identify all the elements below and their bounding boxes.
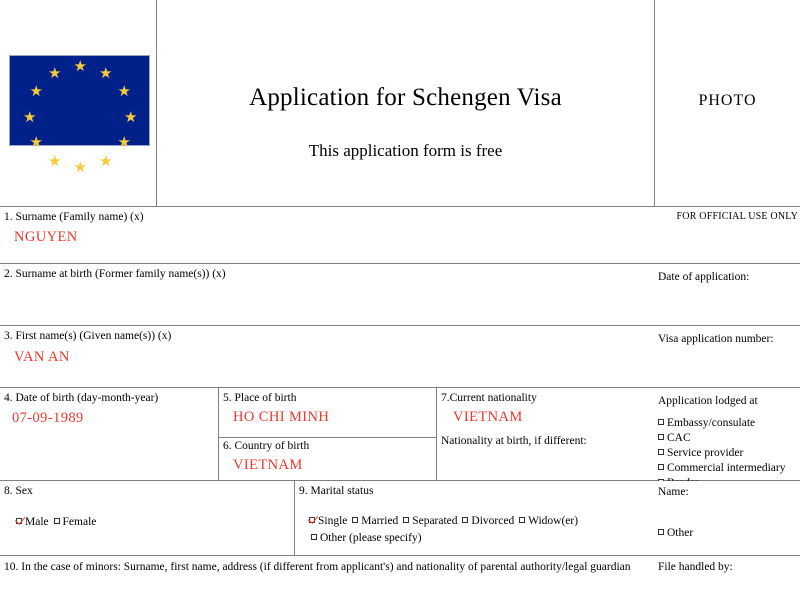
field-6-country-of-birth[interactable] — [219, 438, 437, 481]
option-married-label: Married — [361, 514, 399, 527]
field-8-label: 8. Sex — [4, 485, 33, 497]
official-visa-application-number-label: Visa application number: — [658, 333, 774, 345]
form-title-cell — [157, 0, 655, 207]
option-cac[interactable] — [655, 431, 800, 446]
option-service-provider-label: Service provider — [667, 447, 744, 460]
checkbox-male-icon[interactable] — [16, 518, 22, 524]
field-5-label: 5. Place of birth — [223, 392, 297, 404]
option-widow-label: Widow(er) — [528, 514, 579, 527]
field-8-sex[interactable] — [0, 481, 295, 556]
field-3-first-names[interactable] — [0, 326, 656, 388]
field-4-date-of-birth[interactable] — [0, 388, 219, 481]
field-6-label: 6. Country of birth — [223, 440, 310, 452]
option-other-marital[interactable] — [309, 532, 422, 544]
checkbox-single-icon[interactable] — [309, 517, 315, 523]
official-use-label: FOR OFFICIAL USE ONLY — [676, 211, 798, 222]
official-name-label: Name: — [658, 486, 689, 498]
page-subtitle: This application form is free — [308, 141, 503, 160]
official-date-of-application-label: Date of application: — [658, 271, 750, 283]
field-9-options-row-1[interactable] — [307, 513, 655, 530]
field-3-value: VAN AN — [14, 348, 70, 365]
field-2-value — [0, 282, 655, 286]
field-7-sublabel: Nationality at birth, if different: — [441, 435, 587, 448]
option-service-provider[interactable] — [655, 446, 800, 461]
field-4-label: 4. Date of birth (day-month-year) — [4, 392, 159, 404]
field-7-current-nationality[interactable] — [437, 388, 656, 481]
checkbox-divorced-icon[interactable] — [462, 517, 468, 523]
official-file-handled-by[interactable] — [655, 556, 800, 600]
checkbox-commercial-intermediary-icon[interactable] — [658, 464, 664, 470]
field-10-label: 10. In the case of minors: Surname, first name, address (if different from applicant's) and nationality of parental authority/legal guardian — [4, 561, 631, 573]
checkbox-other-lodged-icon[interactable] — [658, 529, 664, 535]
option-other-lodged[interactable] — [655, 526, 800, 541]
european-union-flag-icon: ★ ★ ★ ★ ★ ★ ★ ★ ★ ★ ★ ★ — [9, 55, 150, 146]
official-visa-application-number[interactable] — [655, 326, 800, 388]
option-other-marital-label: Other (please specify) — [320, 531, 422, 544]
official-application-lodged-at[interactable] — [655, 388, 800, 481]
option-single[interactable] — [307, 515, 347, 527]
field-1-label: 1. Surname (Family name) (x) — [4, 211, 144, 223]
checkbox-married-icon[interactable] — [352, 517, 358, 523]
official-date-of-application[interactable] — [655, 264, 800, 326]
checkbox-separated-icon[interactable] — [403, 517, 409, 523]
checkbox-other-marital-icon[interactable] — [311, 534, 317, 540]
official-use-header-cell — [655, 207, 800, 264]
checkbox-service-provider-icon[interactable] — [658, 449, 664, 455]
field-9-label: 9. Marital status — [299, 485, 374, 497]
field-2-surname-at-birth[interactable] — [0, 264, 656, 326]
option-widow[interactable] — [517, 515, 578, 527]
field-1-value: NGUYEN — [14, 228, 78, 245]
official-file-handled-by-label: File handled by: — [658, 561, 733, 573]
option-divorced[interactable] — [460, 515, 514, 527]
official-lodged-at-label: Application lodged at — [658, 395, 758, 407]
option-male[interactable] — [14, 516, 49, 528]
field-10-minors[interactable] — [0, 556, 656, 600]
field-5-place-of-birth[interactable] — [219, 388, 437, 438]
field-2-label: 2. Surname at birth (Former family name(s)) (x) — [4, 268, 226, 280]
option-embassy-consulate-label: Embassy/consulate — [667, 416, 756, 429]
field-7-label: 7.Current nationality — [441, 392, 537, 404]
field-8-options[interactable] — [0, 499, 294, 531]
photo-placeholder-cell — [655, 0, 800, 207]
option-male-label: Male — [25, 515, 49, 528]
option-single-label: Single — [318, 514, 348, 527]
field-9-options[interactable] — [295, 499, 655, 548]
checkbox-widow-icon[interactable] — [519, 517, 525, 523]
official-name[interactable] — [655, 481, 800, 556]
option-female[interactable] — [52, 516, 97, 528]
checkbox-embassy-consulate-icon[interactable] — [658, 419, 664, 425]
option-divorced-label: Divorced — [471, 514, 515, 527]
checkbox-female-icon[interactable] — [54, 518, 60, 524]
field-5-value: HO CHI MINH — [233, 408, 330, 425]
option-separated-label: Separated — [412, 514, 458, 527]
option-embassy-consulate[interactable] — [655, 416, 800, 431]
flag-cell — [0, 0, 157, 207]
page-title: Application for Schengen Visa — [249, 84, 562, 111]
option-commercial-intermediary[interactable] — [655, 461, 800, 476]
checkbox-cac-icon[interactable] — [658, 434, 664, 440]
field-9-marital-status[interactable] — [295, 481, 656, 556]
field-4-value: 07-09-1989 — [12, 409, 84, 426]
field-1-surname[interactable] — [0, 207, 656, 264]
field-9-options-row-2[interactable] — [307, 530, 655, 547]
field-7-subvalue — [437, 449, 655, 451]
field-7-value: VIETNAM — [453, 408, 523, 425]
option-cac-label: CAC — [667, 431, 691, 444]
option-married[interactable] — [350, 515, 398, 527]
field-6-value: VIETNAM — [233, 456, 303, 473]
option-commercial-intermediary-label: Commercial intermediary — [667, 462, 786, 475]
option-female-label: Female — [62, 515, 97, 528]
option-other-lodged-label: Other — [667, 526, 694, 539]
photo-label: PHOTO — [698, 92, 757, 109]
field-3-label: 3. First name(s) (Given name(s)) (x) — [4, 330, 172, 342]
option-separated[interactable] — [401, 515, 457, 527]
